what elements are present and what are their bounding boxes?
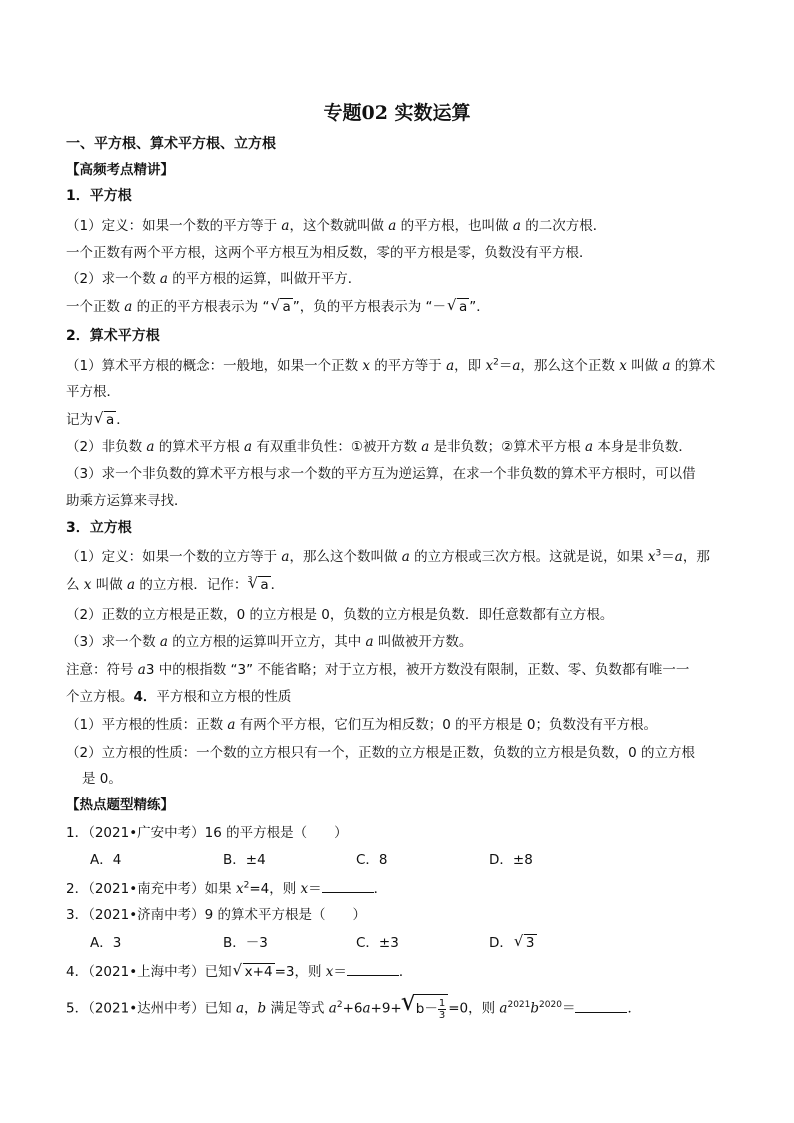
- paragraph-cube-root-sign: （2）正数的立方根是正数，0 的立方根是 0，负数的立方根是负数．即任意数都有立方根。: [66, 607, 614, 623]
- paragraph-square-root-property: （1）平方根的性质：正数 a 有两个平方根，它们互为相反数；0 的平方根是 0；负数没有平方根。: [66, 717, 658, 733]
- sqrt-a-symbol: √ a: [95, 411, 116, 429]
- paragraph-arithmetic-root-concept-cont: 平方根．: [66, 384, 120, 400]
- bracket-heading-key-points: 【高频考点精讲】: [66, 162, 174, 178]
- cube-root-a-symbol: 3 √ a: [247, 576, 270, 594]
- page-title: 专题02 实数运算: [323, 102, 471, 124]
- paragraph-cube-root-operation: （3）求一个数 a 的立方根的运算叫开立方，其中 a 叫做被开方数。: [66, 634, 473, 650]
- question-1-choices: [90, 851, 730, 869]
- paragraph-cube-root-property-cont: 是 0。: [82, 771, 122, 787]
- choice-d: D．√ 3: [489, 934, 622, 952]
- paragraph-square-root-notation: 一个正数 a 的正的平方根表示为 “√ a ”，负的平方根表示为 “－√ a ”．: [66, 298, 726, 316]
- question-4: 4．（2021•上海中考）已知√ x+4 =3，则 x＝ ．: [66, 962, 726, 981]
- paragraph-note-cont: 个立方根。4．平方根和立方根的性质: [66, 689, 292, 705]
- question-1: 1．（2021•广安中考）16 的平方根是（ ）: [66, 825, 348, 841]
- choice-b: B．±4: [223, 852, 266, 868]
- paragraph-cube-root-definition-cont: 么 x 叫做 a 的立方根．记作： 3 √ a ．: [66, 576, 726, 594]
- subheading-cube-root: 3．立方根: [66, 520, 132, 536]
- subheading-square-root: 1．平方根: [66, 188, 132, 204]
- question-3-choices: [90, 934, 730, 952]
- bracket-heading-practice: 【热点题型精练】: [66, 797, 174, 813]
- question-3: 3．（2021•济南中考）9 的算术平方根是（ ）: [66, 907, 367, 923]
- sqrt-b-minus-third-symbol: √ b－ $\frac{1}{3}$: [402, 994, 448, 1023]
- question-5: 5．（2021•达州中考）已知 a，b 满足等式 $a^2+6a+9+√$ b－ $\frac{1}{3}$ =0，则 $a^{2021}b^{2020}=$ ．: [66, 994, 726, 1026]
- choice-c: C．±3: [356, 935, 399, 951]
- paragraph-square-root-definition: （1）定义：如果一个数的平方等于 a，这个数就叫做 a 的平方根，也叫做 a 的二次方根．: [66, 218, 607, 234]
- choice-a: A．3: [90, 935, 122, 951]
- paragraph-note: 注意：符号 a3 中的根指数 “3” 不能省略；对于立方根，被开方数没有限制，正数、零、负数都有唯一一: [66, 662, 690, 678]
- answer-blank: [347, 962, 399, 976]
- subheading-arithmetic-square-root: 2．算术平方根: [66, 328, 160, 344]
- choice-b: B．－3: [223, 935, 268, 951]
- choice-d: D．±8: [489, 852, 533, 868]
- paragraph-cube-root-property: （2）立方根的性质：一个数的立方根只有一个，正数的立方根是正数，负数的立方根是负数，0 的立方根: [66, 745, 695, 761]
- paragraph-double-nonnegativity: （2）非负数 a 的算术平方根 a 有双重非负性：①被开方数 a 是非负数；②算术平方根 a 本身是非负数．: [66, 439, 692, 455]
- paragraph-inverse-operation-cont: 助乘方运算来寻找．: [66, 493, 188, 509]
- choice-a: A．4: [90, 852, 122, 868]
- question-2: 2．（2021•南充中考）如果 $x^2=4$，则 x＝ ．: [66, 880, 388, 897]
- answer-blank: [575, 999, 627, 1013]
- paragraph-square-root-facts: 一个正数有两个平方根，这两个平方根互为相反数，零的平方根是零，负数没有平方根．: [66, 245, 593, 261]
- paragraph-inverse-operation: （3）求一个非负数的算术平方根与求一个数的平方互为逆运算，在求一个非负数的算术平方根时，可以借: [66, 466, 696, 482]
- choice-c: C．8: [356, 852, 388, 868]
- sqrt-x-plus-4-symbol: √ x+4: [234, 963, 275, 981]
- paragraph-cube-root-definition: （1）定义：如果一个数的立方等于 a，那么这个数叫做 a 的立方根或三次方根。这就是说，如果 $x^3=a$，那: [66, 548, 710, 565]
- sqrt-3-symbol: √ 3: [515, 934, 537, 952]
- sqrt-a-symbol: √ a: [271, 298, 292, 316]
- paragraph-arithmetic-root-concept: （1）算术平方根的概念：一般地，如果一个正数 x 的平方等于 a，即 $x^2=a$，那么这个正数 x 叫做 a 的算术: [66, 357, 716, 374]
- section-heading-1: 一、平方根、算术平方根、立方根: [66, 136, 276, 152]
- neg-sqrt-a-symbol: √ a: [448, 298, 469, 316]
- answer-blank: [322, 879, 374, 893]
- paragraph-arithmetic-root-notation: 记为√ a ．: [66, 411, 726, 429]
- paragraph-square-root-operation: （2）求一个数 a 的平方根的运算，叫做开平方．: [66, 271, 362, 287]
